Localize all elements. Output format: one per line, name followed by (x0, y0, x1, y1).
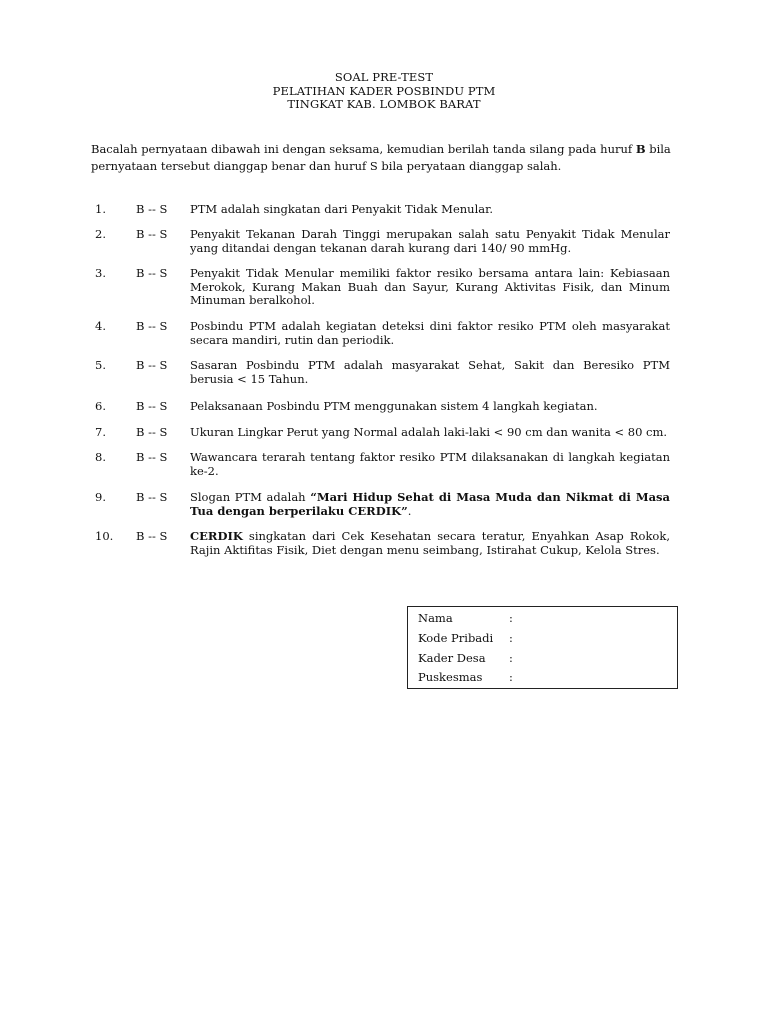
answer-choice[interactable]: B -- S (136, 399, 168, 413)
question-number: 2. (95, 227, 106, 241)
question-text: Penyakit Tekanan Darah Tinggi merupakan salah satu Penyakit Tidak Menular yang ditandai dengan tekanan darah kurang dari 140/ 90 mmHg. (190, 227, 670, 255)
question-number: 10. (95, 529, 114, 543)
document-header (0, 71, 768, 112)
identity-row-puskesmas[interactable] (418, 670, 668, 688)
instructions-text-1: Bacalah pernyataan dibawah ini dengan seksama, kemudian berilah tanda silang pada huruf (91, 142, 636, 156)
instructions-text-2: bila pernyataan tersebut dianggap benar dan huruf S bila peryataan dianggap salah. (91, 142, 671, 173)
identity-label: Nama (418, 611, 453, 625)
answer-choice[interactable]: B -- S (136, 202, 168, 216)
answer-choice[interactable]: B -- S (136, 450, 168, 464)
question-text-bold: CERDIK (190, 529, 243, 543)
header-subtitle: PELATIHAN KADER POSBINDU PTM (272, 83, 496, 98)
question-text-plain: Slogan PTM adalah (190, 490, 311, 504)
identity-label: Kader Desa (418, 651, 486, 665)
identity-colon: : (509, 631, 513, 645)
identity-label: Puskesmas (418, 670, 483, 684)
identity-colon: : (509, 670, 513, 684)
question-text-bold: “Mari Hidup Sehat di Masa Muda dan Nikmat di Masa Tua dengan berperilaku CERDIK” (190, 490, 670, 518)
question-text: Ukuran Lingkar Perut yang Normal adalah laki-laki < 90 cm dan wanita < 80 cm. (190, 425, 668, 439)
identity-box (407, 606, 678, 689)
identity-colon: : (509, 611, 513, 625)
question-number: 1. (95, 202, 106, 216)
question-number: 8. (95, 450, 106, 464)
instructions-b-letter: B (635, 142, 646, 156)
header-location: TINGKAT KAB. LOMBOK BARAT (287, 97, 481, 111)
question-number: 4. (95, 319, 106, 333)
instructions-paragraph (91, 141, 681, 175)
answer-choice[interactable]: B -- S (136, 227, 168, 241)
question-number: 3. (95, 266, 106, 280)
identity-row-village[interactable] (418, 651, 668, 669)
question-number: 7. (95, 425, 106, 439)
question-text: Wawancara terarah tentang faktor resiko PTM dilaksanakan di langkah kegiatan ke-2. (190, 450, 670, 478)
question-text (190, 491, 670, 518)
question-text: Posbindu PTM adalah kegiatan deteksi dini faktor resiko PTM oleh masyarakat secara mandiri, rutin dan periodik. (190, 319, 670, 347)
identity-label: Kode Pribadi (418, 631, 494, 645)
question-text-end: . (407, 503, 412, 518)
question-text: Pelaksanaan Posbindu PTM menggunakan sistem 4 langkah kegiatan. (190, 399, 598, 413)
question-text (190, 530, 670, 557)
answer-choice[interactable]: B -- S (136, 490, 168, 504)
identity-row-code[interactable] (418, 631, 668, 649)
identity-row-name[interactable] (418, 611, 668, 629)
question-text: PTM adalah singkatan dari Penyakit Tidak Menular. (190, 202, 493, 216)
identity-colon: : (509, 651, 513, 665)
answer-choice[interactable]: B -- S (136, 425, 168, 439)
question-number: 9. (95, 490, 106, 504)
answer-choice[interactable]: B -- S (136, 358, 168, 372)
answer-choice[interactable]: B -- S (136, 529, 168, 543)
question-number: 5. (95, 358, 106, 372)
question-number: 6. (95, 399, 106, 413)
question-text: Penyakit Tidak Menular memiliki faktor resiko bersama antara lain: Kebiasaan Merokok, Kurang Makan Buah dan Sayur, Kurang Aktivitas Fisik, dan Minum Minuman beralkohol. (190, 266, 670, 307)
question-text-plain: singkatan dari Cek Kesehatan secara teratur, Enyahkan Asap Rokok, Rajin Aktifitas Fisik, Diet dengan menu seimbang, Istirahat Cukup, Kelola Stres. (190, 529, 670, 557)
question-text: Sasaran Posbindu PTM adalah masyarakat Sehat, Sakit dan Beresiko PTM berusia < 15 Tahun. (190, 358, 670, 386)
header-title: SOAL PRE-TEST (334, 70, 434, 84)
answer-choice[interactable]: B -- S (136, 319, 168, 333)
answer-choice[interactable]: B -- S (136, 266, 168, 280)
